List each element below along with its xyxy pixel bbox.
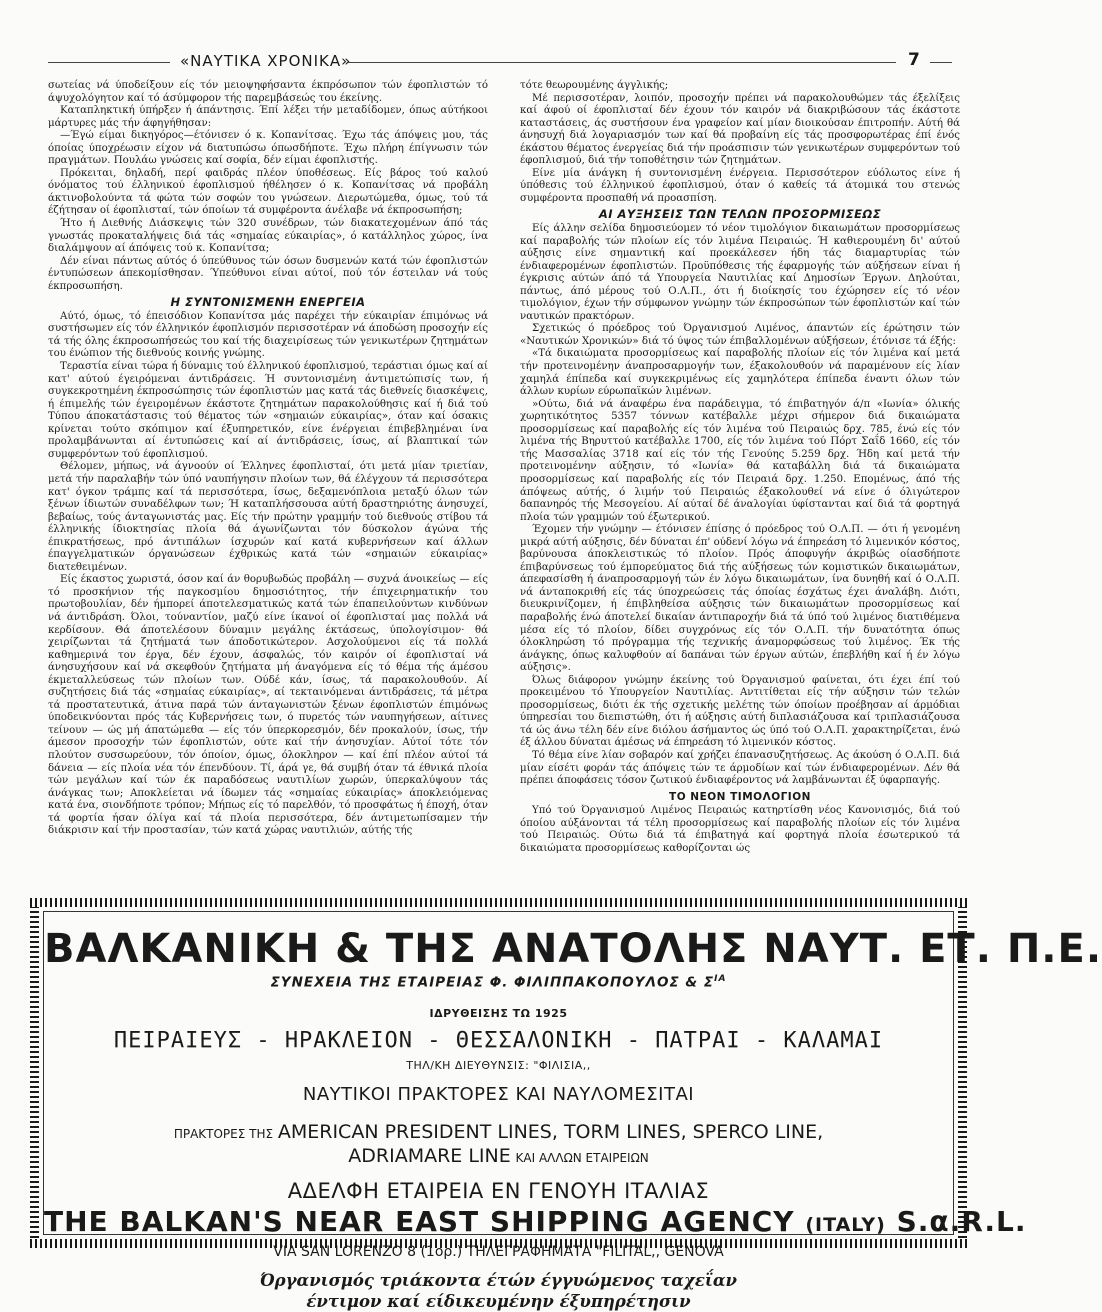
section-heading-new-tariff: ΤΟ ΝΕΟΝ ΤΙΜΟΛΟΓΙΟΝ bbox=[669, 790, 811, 803]
ad-cities: ΠΕΙΡΑΙΕΥΣ - ΗΡΑΚΛΕΙΟΝ - ΘΕΣΣΑΛΟΝΙΚΗ - ΠΑΤΡΑΙ - ΚΑΛΑΜΑΙ bbox=[113, 1027, 884, 1053]
right-paragraph: Είνε μία άνάγκη ή συντονισμένη ένέργεια. Περισσότερον εύόλωτος είνε ή ύπόθεσις τού έλληνικού έφοπλισμού, όταν ό καθείς τά άτομικά του στενώς συμφέροντα προσπαθή νά προασπίση. bbox=[520, 167, 960, 204]
ad-continuation bbox=[44, 974, 953, 991]
publication-title: «ΝΑΥΤΙΚΑ ΧΡΟΝΙΚΑ» bbox=[180, 52, 352, 70]
right-paragraph: Είς άλλην σελίδα δημοσιεύομεν τό νέον τιμολόγιον δικαιωμάτων προσορμίσεως καί παραβολής τών πλοίων είς τόν λιμένα Πειραιώς. Ή καθιερουμένη δι' αύτού αύξησις είνε σημαντική καί προεκάλεσεν ήδη τάς διαμαρτυρίας τών ένδιαφερομένων έφοπλιστών. Προϋπόθεσις τής έφαρμογής τών αύξήσεων είναι ή έγκρισις αύτών άπό τά Υπουργεία Ναυτιλίας καί Δημοσίων Έργων. Δηλούται, πάντως, άπό μέρους τού Ο.Λ.Π., ότι ή διοίκησίς του έχώρησεν είς τό νέον τιμολόγιον, έχων τήν σύμφωνον γνώμην τών έκπροσώπων τών έφοπλιστών καί τών ναυτικών πρακτόρων. bbox=[520, 223, 960, 322]
ad-founded: ΙΔΡΥΘΕΙΣΗΣ ΤΩ 1925 bbox=[429, 1006, 568, 1020]
ad-agents-for-suffix: ΚΑΙ ΑΛΛΩΝ ΕΤΑΙΡΕΙΩΝ bbox=[515, 1150, 649, 1165]
ad-balkan-italy: (ITALY) bbox=[805, 1213, 886, 1236]
left-paragraph: Πρόκειται, δηλαδή, περί φαιδράς πλέον ύποθέσεως. Είς βάρος τού καλού όνόματος τού έλληνικού έφοπλισμού ήθέλησεν ό κ. Κοπανίτσας νά προβάλη άκτινοβολούντα τά φώτα τών σοφών του γνώσεων. Διερωτώμεθα, όμως, τού τά έζήτησαν οί έφοπλισταί, τών όποίων τά συμφέροντα άνέλαβε νά έκπροσωπήση; bbox=[48, 167, 488, 217]
ad-agents-for-prefix: ΠΡΑΚΤΟΡΕΣ ΤΗΣ bbox=[173, 1126, 274, 1141]
header-rule-center bbox=[348, 62, 896, 63]
ad-agents-for-line2: ADRIAMARE LINE bbox=[348, 1144, 511, 1167]
left-paragraph: Δέν είναι πάντως αύτός ό ύπεύθυνος τών όσων δυσμενών κατά τών έφοπλιστών έντυπώσεων άπεκομίσθησαν. Ύπεύθυνοι είναι αύτοί, πού τόν έστειλαν νά τούς έκπροσωπήση. bbox=[48, 255, 488, 292]
ad-genova-address: VIA SAN LORENZO 8 (1ορ.) ΤΗΛΕΓΡΑΦΗΜΑΤΑ "FILITAL,, GENOVA bbox=[273, 1243, 724, 1260]
right-paragraph: Υπό τού Όργανισμού Λιμένος Πειραιώς κατηρτίσθη νέος Κανονισμός, διά τού όποίου αύξάνονται τά τέλη προσορμίσεως καί παραβολής πλοίων είς τόν λιμένα τού Πειραιώς. Ούτω διά τά έπιβατηγά καί φορτηγά πλοία έσωτερικού τά δικαιώματα προσορμίσεως καθορίζονται ώς bbox=[520, 805, 960, 854]
ad-balkan-suffix: S.α.R.L. bbox=[896, 1204, 1027, 1238]
ad-slogan-line1: Όργανισμός τριάκοντα έτών έγγυώμενος ταχεΐαν bbox=[260, 1270, 737, 1290]
right-column bbox=[520, 80, 960, 892]
left-column bbox=[48, 80, 488, 892]
section-heading-coordinated-action: Η ΣΥΝΤΟΝΙΣΜΕΝΗ ΕΝΕΡΓΕΙΑ bbox=[170, 295, 366, 310]
ad-agents: ΝΑΥΤΙΚΟΙ ΠΡΑΚΤΟΡΕΣ ΚΑΙ ΝΑΥΛΟΜΕΣΙΤΑΙ bbox=[302, 1083, 695, 1105]
ad-balkan-name: THE BALKAN'S NEAR EAST SHIPPING AGENCY bbox=[44, 1204, 795, 1238]
ad-continuation-text: ΣΥΝΕΧΕΙΑ ΤΗΣ ΕΤΑΙΡΕΙΑΣ Φ. ΦΙΛΙΠΠΑΚΟΠΟΥΛΟΣ & Σ bbox=[270, 974, 715, 991]
ad-agents-for bbox=[44, 1121, 953, 1169]
right-paragraph: τότε θεωρουμένης άγγλικής; bbox=[520, 80, 669, 91]
page-number: 7 bbox=[908, 50, 920, 70]
ad-company-name: ΒΑΛΚΑΝΙΚΗ & ΤΗΣ ΑΝΑΤΟΛΗΣ ΝΑΥΤ. ΕΤ. Π.Ε. bbox=[44, 926, 1102, 972]
ad-sister-company: ΑΔΕΛΦΗ ΕΤΑΙΡΕΙΑ ΕΝ ΓΕΝΟΥΗ ΙΤΑΛΙΑΣ bbox=[287, 1178, 710, 1203]
ad-continuation-sup: ΙΑ bbox=[714, 974, 727, 984]
advertisement-inner-frame bbox=[43, 911, 1102, 1311]
right-paragraph: Τό θέμα είνε λίαν σοβαρόν καί χρήζει έπανασυζητήσεως. Ας άκούση ό Ο.Λ.Π. διά μίαν είσέτι φοράν τάς άπόψεις τών τε άρμοδίων καί τών ένδιαφερομένων. Δέν θά πρέπει άποφάσεις τόσον ζωτικού ένδιαφέροντος νά λαμβάνωνται έξ ύφαρπαγής. bbox=[520, 749, 960, 787]
ad-agents-for-lines: AMERICAN PRESIDENT LINES, TORM LINES, SPERCO LINE, bbox=[277, 1120, 824, 1143]
right-paragraph: «Τά δικαιώματα προσορμίσεως καί παραβολής πλοίων είς τόν λιμένα καί μετά τήν προτεινομένην άναπροσαρμογήν των, έξακολουθούν νά παραμένουν είς λίαν χαμηλά έπίπεδα καί συγκεκριμένως είς χαμηλότερα έπίπεδα έναντι όλων τών άλλων κυρίων εύρωπαϊκών λιμένων. bbox=[520, 348, 960, 398]
shipping-company-advertisement bbox=[30, 898, 1102, 1311]
left-paragraph: Καταπληκτική ύπήρξεν ή άπάντησις. Έπί λέξει τήν μεταδίδομεν, όπως αύτήκοοι μάρτυρες μάς τήν άφηγήθησαν: bbox=[48, 105, 488, 129]
left-paragraph: Ήτο ή Διεθνής Διάσκεψις τών 320 συνέδρων, τών διακατεχομένων άπό τάς γνωστάς προκαταλήψεις διά τάς «σημαίας εύκαιρίας», ό κατάλληλος χώρος, ίνα διαλάμψουν αί άπόψεις τού κ. Κοπανίτσα; bbox=[48, 218, 488, 255]
left-paragraph: —Έγώ είμαι δικηγόρος—έτόνισεν ό κ. Κοπανίτσας. Έχω τάς άπόψεις μου, τάς όποίας ύποχρέωσιν είχον νά διατυπώσω όπωσδήποτε. Έχω πλήρη έπίγνωσιν τών πραγμάτων. Πουλάω γνώσεις καί σοφία, δέν είμαι έφοπλιστής. bbox=[48, 130, 488, 167]
right-paragraph: Έχομεν τήν γνώμην — έτόνισεν έπίσης ό πρόεδρος τού Ο.Λ.Π. — ότι ή γενομένη μικρά αύτή αύξησις, δέν δύναται έπ' ούδενί λόγω νά έπηρεάση τό λιμενικόν κόστος, βαρύνουσα άποκλειστικώς τό πλοίον. Πρός άποφυγήν άκριβώς οίασδήποτε έπιβαρύνσεως τού έμπορεύματος διά τής αύξήσεως τών κομιστικών δικαιωμάτων, άπεφασίσθη ή άναπροσαρμογή τών έν λόγω δικαιωμάτων, ίνα δυνηθή καί ό Ο.Λ.Π. νά άνταποκριθή είς τάς ύποχρεώσεις τάς όποίας έσχάτως έχει άναλάβη. Διότι, διευκρινίζομεν, ή έπιβληθείσα αύξησις τών δικαιωμάτων προσορμίσεως καί παραβολής ένώ άποτελεί δικαίαν άντιπαροχήν διά τά ύπό τού λιμένος διατιθέμενα μέσα είς τό πλοίον, δίδει συγχρόνως είς τόν Ο.Λ.Π. τήν δυνατότητα όπως όλοκληρώση τό πρόγραμμα τής τεχνικής άναμορφώσεως τού λιμένος. Έκ τής άνάγκης, όπως καλυφθούν αί δαπάναι τών έργων αύτών, έπεβλήθη καί ή έν λόγω αύξησις». bbox=[520, 524, 960, 674]
article-columns bbox=[48, 80, 960, 892]
section-heading-port-fees: ΑΙ ΑΥΞΗΣΕΙΣ ΤΩΝ ΤΕΛΩΝ ΠΡΟΣΟΡΜΙΣΕΩΣ bbox=[598, 207, 882, 222]
page-header bbox=[48, 48, 952, 78]
left-paragraph: Αύτό, όμως, τό έπεισόδιον Κοπανίτσα μάς παρέχει τήν εύκαιρίαν έπιμόνως νά συστήσωμεν είς τόν έλληνικόν έφοπλισμόν περισσοτέραν νά άποδώση προσοχήν είς τά τής όλης έκπροσωπήσεώς του καί τής διαχειρίσεως τών γενικωτέρων ζητημάτων του ένώπιον τής διεθνούς κοινής γνώμης. bbox=[48, 310, 488, 360]
left-paragraph: Θέλομεν, μήπως, νά άγνοούν οί Έλληνες έφοπλισταί, ότι μετά μίαν τριετίαν, μετά τήν παραλαβήν τών ύπό ναυπήγησιν πλοίων των, θά έλέγχουν τά περισσότερα κατ' όγκον τράμπς καί τά περισσότερα, ίσως, δεξαμενόπλοια μεταξύ όλων τών ξένων ίδιωτών συναδέλφων των; Ή καταπλήσσουσα αύτή δραστηριότης άνησυχεί, βεβαίως, τούς άνταγωνιστάς μας. Είς τήν πρώτην γραμμήν τού διεθνούς στίβου τά έλληνικής ίδιοκτησίας πλοία θά άγωνίζωνται τόν δύσκολον άγώνα τής έπικρατήσεως, πρό άντιπάλων ίσχυρών καί κατά κυβερνήσεων καί άλλων έπαγγελματικών όργανώσεων έχθρικώς κατά τών «σημαιών εύκαιρίας» διατεθειμένων. bbox=[48, 461, 488, 573]
right-paragraph: Σχετικώς ό πρόεδρος τού Όργανισμού Λιμένος, άπαντών είς έρώτησιν τών «Ναυτικών Χρονικών» διά τό ύψος τών έπιβαλλομένων αύξήσεων, έτόνισε τά έξής: bbox=[520, 323, 960, 347]
right-paragraph: Μέ περισσοτέραν, λοιπόν, προσοχήν πρέπει νά παρακολουθώμεν τάς έξελίξεις καί άφού οί έφοπλισταί δέν έχουν τόν καιρόν νά διακριβώσουν τάς έκάστοτε καταστάσεις, άς συστήσουν ένα γραφείον καί μίαν διοικούσαν έπιτροπήν. Αύτή θά άνησυχή διά λογαριασμόν των καί θά προβαίνη είς τάς προσφορωτέρας έπί ένός έκάστου θέματος ένεργείας διά τήν προάσπισιν τών γενικωτέρων συμφερόντων τού έφοπλισμού, διά τήν τοποθέτησιν τών ζητημάτων. bbox=[520, 92, 960, 167]
ad-balkan-agency bbox=[44, 1204, 1027, 1242]
ad-telegram-address: ΤΗΛ/ΚΗ ΔΙΕΥΘΥΝΣΙΣ: "ΦΙΛΙΣΙΑ,, bbox=[406, 1058, 591, 1072]
left-paragraph: Είς έκαστος χωριστά, όσον καί άν θορυβωδώς προβάλη — συχνά άνοικείως — είς τό προσκήνιον τής παγκοσμίου δημοσιότητος, τήν έπιχειρηματικήν του πρωτοβουλίαν, δέν ήμπορεί άποτελεσματικώς κατά τών έπαπειλούντων κινδύνων νά άντιδράση. Όλοι, τούναντίον, μαζύ είνε ίκανοί οί έφοπλισταί μας πολλά νά κερδίσουν. Θά άποτελέσουν δύναμιν μεγάλης έκτάσεως, ύπολογίσιμον· θά χειρίζωνται τά ζητήματά των άποδοτικώτερον. Ασχολούμενοι είς τά πολλά καθημερινά τον έργα, δέν έχουν, άσφαλώς, τόν καιρόν οί έφοπλισταί νά άνησυχήσουν καί νά σκεφθούν ζητήματα μή άναγόμενα είς τό θέμα τής άμέσου έκμεταλλεύσεως τών πλοίων των. Ούδέ κάν, ίσως, τά παρακολουθούν. Αί συζητήσεις διά τάς «σημαίας εύκαιρίας», αί τεκταινόμεναι άντιδράσεις, τά μέτρα τά προστατευτικά, άτινα παρά τών άνταγωνιστών ξένων έφοπλιστών έπιμόνως ύποδεικνύονται πρός τάς Κυβερνήσεις των, ό πυρετός τών ναυπηγήσεων, αίτινες τείνουν — ώς μή άπατώμεθα — είς τόν ύπερκορεσμόν, δέν προκαλούν, ίσως, τήν άμεσον προσοχήν τών έφοπλιστών, ούτε καί τήν άνησυχίαν. Αύτοί τότε τόν πλούτον συσσωρεύουν, τόν όποίον, όμως, όλοκληρον — καί έπί πλέον αύτοί τά δάνεια — είς πλοία νέα τόν έπενδύουν. Τί, άρά γε, θά συμβή όταν τά έθνικά πλοία τών μεγάλων καί τών έκ παραδόσεως ναυτιλίων χωρών, ύπερκαλύψουν τάς άνάγκας των; Αποκλείεται νά ίδωμεν τάς «σημαίας εύκαιρίας» άποκλειόμενας κατά ένα, σιονδήποτε τρόπον; Μήπως είς τό παρελθόν, τό προσφάτως ή έποχή, όταν τά φορτία ήσαν όλίγα καί τά πλοία περισσότερα, δέν άντιμετωπίσαμεν τήν διάκρισιν καί τήν προστασίαν, τών κατά χώρας ναυτιλιών, αύτής τής bbox=[48, 574, 488, 837]
header-rule-right bbox=[930, 62, 952, 63]
right-paragraph: Όλως διάφορον γνώμην έκείνης τού Όργανισμού φαίνεται, ότι έχει έπί τού προκειμένου τό Υπουργείον Ναυτιλίας. Αντιτίθεται είς τήν αύξησιν τών τελών προσορμίσεως, διότι έκ τής σχετικής μελέτης τών όποίων προέβησαν αί άρμόδιαι ύπηρεσίαι του διεπιστώθη, ότι ή αύξησις αύτή διπλασιάζουσα καί τριπλασιάζουσα τά ώς άνω τέλη δέν είνε διόλου άσήμαντος ώς ύπό τού Ο.Λ.Π. χαρακτηρίζεται, ένώ έξ άλλου δύναται άμέσως νά έπηρεάση τό λιμενικόν κόστος. bbox=[520, 674, 960, 749]
header-rule-left bbox=[48, 62, 170, 63]
right-paragraph: »Ούτω, διά νά άναφέρω ένα παράδειγμα, τό έπιβατηγόν ά/π «Ιωνία» όλικής χωρητικότητος 5357 τόννων κατέβαλλε μέχρι σήμερον διά δικαιώματα προσορμίσεως καί παραβολής είς τόν λιμένα τού Πειραιώς δρχ. 785, ένώ είς τόν λιμένα τής Βηρυττού κατέβαλλε 1700, είς τόν λιμένα τού Πόρτ Σαΐδ 1660, είς τόν τής Μασσαλίας 3718 καί είς τόν τής Γενούης 5.259 δρχ. Ήδη καί μετά τήν προτεινομένην αύξησιν, τό «Ιωνία» θά καταβάλλη διά τά δικαιώματα προσορμίσεως καί παραβολής είς τόν Πειραιά δρχ. 1.250. Επομένως, άπό τής άπόψεως αύτής, ό λιμήν τού Πειραιώς έξακολουθεί νά είνε ό όλιγώτερον δαπανηρός τής Μεσογείου. Αί αύταί δέ άναλογίαι ύφίστανται καί διά τά φορτηγά πλοία τών γραμμών τού έξωτερικού. bbox=[520, 398, 960, 523]
left-paragraph: σωτείας νά ύποδείξουν είς τόν μειοψηφήσαντα έκπρόσωπον τών έφοπλιστών τό άψυχολόγητον καί τό άσύμφορον τής παρεμβάσεώς του έκείνης. bbox=[48, 80, 488, 104]
ad-slogan-line2: έντιμον καί είδικευμένην έξυπηρέτησιν bbox=[306, 1291, 691, 1311]
left-paragraph: Τεραστία είναι τώρα ή δύναμις τού έλληνικού έφοπλισμού, τεράστιαι όμως καί αί κατ' αύτού έγειρόμεναι άντιδράσεις. Ή συντονισμένη άντιμετώπισίς των, ή συγκεκροτημένη έκπροσώπησις τών έφοπλιστών μας κατά τάς διεθνείς διασκέψεις, ή έπιμελής τών έγειρομένων έκάστοτε ζητημάτων παρακολούθησις καί ή διά τού Τύπου άποκατάστασις τού θέματος τών «σημαιών εύκαιρίας», όταν καί όσακις κρίνεται τούτο σκόπιμον καί έξυπηρετικόν, είνε ένέργειαι έπιβεβλημέναι ίνα προλαμβάνωνται αί έντυπώσεις καί αί άντιδράσεις, ίσως, αί βλαπτικαί τών συμφερόντων τού έφοπλισμού. bbox=[48, 361, 488, 460]
